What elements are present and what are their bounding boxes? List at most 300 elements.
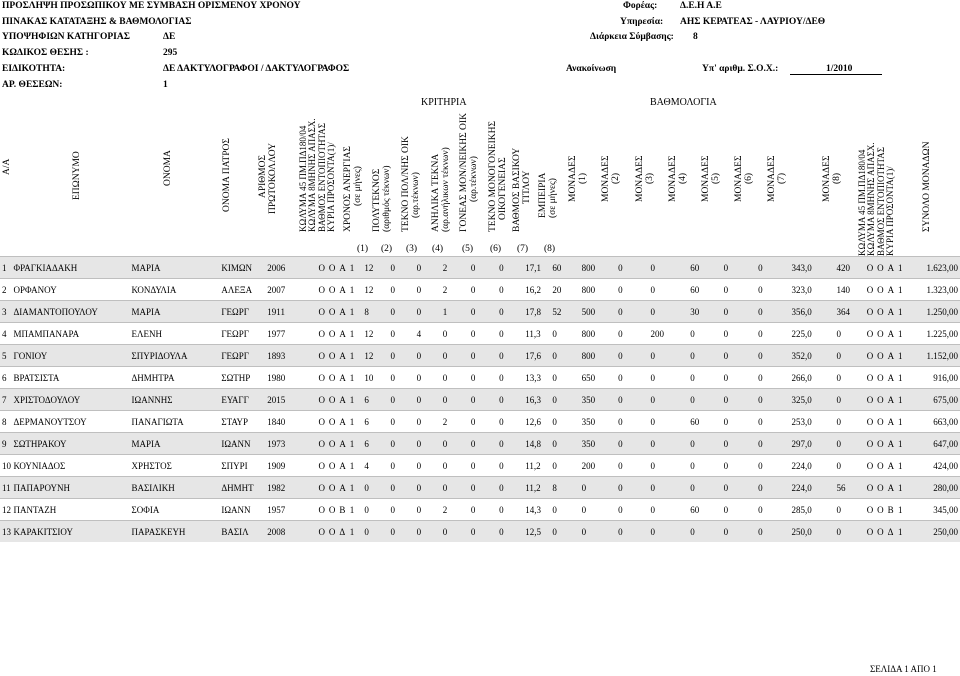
table-row xyxy=(0,345,960,367)
cell-units8: 0 xyxy=(834,367,864,389)
cell-qualification: 1 xyxy=(348,257,363,279)
cell-name: ΜΑΡΙΑ xyxy=(130,257,220,279)
criteria-title: ΚΡΙΤΗΡΙΑ xyxy=(421,97,467,108)
cell-units1: 500 xyxy=(580,301,617,323)
cell-aa: 8 xyxy=(0,411,11,433)
cell-units3: 0 xyxy=(649,433,689,455)
cell-units6: 0 xyxy=(756,257,789,279)
cell-locality-score: Α xyxy=(886,323,896,345)
cell-units6: 0 xyxy=(756,323,789,345)
cell-qualification-score: 1 xyxy=(896,477,910,499)
cell-crit5: 0 xyxy=(469,411,497,433)
cell-crit7: 11,2 xyxy=(523,455,550,477)
cell-units2: 0 xyxy=(616,455,648,477)
cell-qualification-score: 1 xyxy=(896,521,910,543)
cell-units1: 800 xyxy=(580,323,617,345)
cell-name: ΔΗΜΗΤΡΑ xyxy=(130,367,220,389)
cell-crit3: 0 xyxy=(415,411,441,433)
cell-father-name: ΚΙΜΩΝ xyxy=(219,257,265,279)
cell-kolyma-45: Ο xyxy=(316,389,326,411)
cell-kolyma-45: Ο xyxy=(316,411,326,433)
cell-units7: 285,0 xyxy=(790,499,835,521)
cell-units3: 0 xyxy=(649,301,689,323)
cell-protocol: 2006 xyxy=(265,257,316,279)
cell-crit7: 17,1 xyxy=(523,257,550,279)
announcement-label: Ανακοίνωση xyxy=(566,64,617,74)
cell-protocol: 1840 xyxy=(265,411,316,433)
cell-locality: Α xyxy=(337,455,347,477)
cell-crit5: 0 xyxy=(469,499,497,521)
cell-units6: 0 xyxy=(756,301,789,323)
cell-surname: ΜΠΑΜΠΑΝΑΡΑ xyxy=(11,323,129,345)
cell-units7: 356,0 xyxy=(790,301,835,323)
cell-total: 1.623,00 xyxy=(910,257,960,279)
cell-surname: ΚΟΥΝΙΑΔΟΣ xyxy=(11,455,129,477)
cell-units7: 325,0 xyxy=(790,389,835,411)
cell-units6: 0 xyxy=(756,521,789,543)
cell-name: ΠΑΝΑΓΙΩΤΑ xyxy=(130,411,220,433)
cell-locality-score: Α xyxy=(886,477,896,499)
cell-protocol: 2008 xyxy=(265,521,316,543)
cell-units5: 0 xyxy=(722,389,756,411)
cell-kolyma-8m: Ο xyxy=(327,389,337,411)
col-kolyma: ΚΩΛΥΜΑ 45 ΠΜ.ΠΔ180/04 ΚΩΛΥΜΑ 8ΜΗΝΗΣ ΑΠΑΣΧ. ΒΑΘΜΟΣ ΕΝΤΟΠΙΟΤΗΤΑΣ ΚΥΡΙΑ ΠΡΟΣΟΝΤΑ(1)/ xyxy=(298,118,336,232)
cell-units5: 0 xyxy=(722,411,756,433)
cell-crit7: 14,8 xyxy=(523,433,550,455)
col-crit3-child-large-family: ΤΕΚΝΟ ΠΟΛ/ΝΗΣ ΟΙΚ (αρ.τέκνων) xyxy=(401,136,421,232)
cell-units7: 297,0 xyxy=(790,433,835,455)
cell-units8: 140 xyxy=(834,279,864,301)
cell-father-name: ΙΩΑΝΝ xyxy=(219,433,265,455)
cell-kolyma-45: Ο xyxy=(316,301,326,323)
cell-kolyma-45-score: Ο xyxy=(865,521,875,543)
cell-father-name: ΑΛΕΞΑ xyxy=(219,279,265,301)
cell-units6: 0 xyxy=(756,411,789,433)
cell-name: ΕΛΕΝΗ xyxy=(130,323,220,345)
cell-name: ΣΟΦΙΑ xyxy=(130,499,220,521)
cell-crit5: 0 xyxy=(469,455,497,477)
cell-kolyma-8m: Ο xyxy=(327,345,337,367)
cell-kolyma-8m: Ο xyxy=(327,301,337,323)
cell-units5: 0 xyxy=(722,477,756,499)
cell-crit4: 0 xyxy=(441,345,469,367)
cell-units7: 250,0 xyxy=(790,521,835,543)
cell-locality-score: Α xyxy=(886,367,896,389)
cell-crit7: 17,6 xyxy=(523,345,550,367)
cell-units4: 60 xyxy=(688,257,721,279)
cell-total: 345,00 xyxy=(910,499,960,521)
cell-crit3: 4 xyxy=(415,323,441,345)
cell-protocol: 1957 xyxy=(265,499,316,521)
cell-total: 663,00 xyxy=(910,411,960,433)
cell-kolyma-45-score: Ο xyxy=(865,301,875,323)
cell-units2: 0 xyxy=(616,411,648,433)
cell-protocol: 1893 xyxy=(265,345,316,367)
cell-kolyma-8m: Ο xyxy=(327,279,337,301)
col-units-5: ΜΟΝΑΔΕΣ (5) xyxy=(701,155,721,202)
cell-name: ΜΑΡΙΑ xyxy=(130,433,220,455)
cell-qualification-score: 1 xyxy=(896,499,910,521)
cell-crit8: 0 xyxy=(550,367,579,389)
crit-num-2: (2) xyxy=(381,244,393,254)
cell-units4: 60 xyxy=(688,279,721,301)
cell-crit2: 0 xyxy=(389,455,415,477)
cell-locality-score: Α xyxy=(886,455,896,477)
cell-qualification-score: 1 xyxy=(896,411,910,433)
cell-father-name: ΓΕΩΡΓ xyxy=(219,323,265,345)
cell-crit2: 0 xyxy=(389,521,415,543)
table-row xyxy=(0,455,960,477)
table-row xyxy=(0,301,960,323)
cell-aa: 7 xyxy=(0,389,11,411)
cell-crit2: 0 xyxy=(389,367,415,389)
cell-crit5: 0 xyxy=(469,345,497,367)
cell-units8: 0 xyxy=(834,411,864,433)
cell-units5: 0 xyxy=(722,345,756,367)
col-units-2: ΜΟΝΑΔΕΣ (2) xyxy=(601,155,621,202)
ypiresia-label: Υπηρεσία: xyxy=(620,17,664,27)
cell-crit3: 0 xyxy=(415,257,441,279)
cell-crit4: 2 xyxy=(441,411,469,433)
cell-total: 250,00 xyxy=(910,521,960,543)
cell-locality: Α xyxy=(337,301,347,323)
cell-units3: 0 xyxy=(649,389,689,411)
cell-kolyma-45: Ο xyxy=(316,367,326,389)
cell-crit5: 0 xyxy=(469,477,497,499)
crit-num-6: (6) xyxy=(490,244,502,254)
cell-qualification: 1 xyxy=(348,521,363,543)
cell-locality-score: Δ xyxy=(886,521,896,543)
crit-num-1: (1) xyxy=(357,244,369,254)
cell-units4: 60 xyxy=(688,411,721,433)
cell-crit7: 11,3 xyxy=(523,323,550,345)
cell-locality: Α xyxy=(337,257,347,279)
cell-crit2: 0 xyxy=(389,345,415,367)
cell-kolyma-8m-score: Ο xyxy=(875,257,885,279)
cell-surname: ΧΡΙΣΤΟΔΟΥΛΟΥ xyxy=(11,389,129,411)
cell-crit4: 0 xyxy=(441,455,469,477)
col-crit6-child-single-parent: ΤΕΚΝΟ ΜΟΝΟΓΟΝΕΙΚΗΣ ΟΙΚΟΓΕΝΕΙΑΣ xyxy=(488,120,508,232)
col-crit5-single-parent: ΓΟΝΕΑΣ ΜΟΝ/ΝΕΙΚΗΣ ΟΙΚ (αρ.τέκνων) xyxy=(459,113,479,232)
cell-crit2: 0 xyxy=(389,433,415,455)
cell-units5: 0 xyxy=(722,367,756,389)
cell-units8: 56 xyxy=(834,477,864,499)
cell-crit3: 0 xyxy=(415,345,441,367)
cell-crit2: 0 xyxy=(389,323,415,345)
col-father-name: ΟΝΟΜΑ ΠΑΤΡΟΣ xyxy=(222,138,232,212)
cell-kolyma-45: Ο xyxy=(316,477,326,499)
position-code-value: 295 xyxy=(163,48,178,58)
cell-kolyma-8m-score: Ο xyxy=(875,323,885,345)
cell-crit6: 0 xyxy=(497,433,523,455)
col-aa: Α/Α xyxy=(2,158,12,175)
foreas-label: Φορέας: xyxy=(623,1,658,11)
table-body xyxy=(0,257,960,543)
cell-name: ΣΠΥΡΙΔΟΥΛΑ xyxy=(130,345,220,367)
cell-units8: 0 xyxy=(834,323,864,345)
cell-kolyma-8m: Ο xyxy=(327,433,337,455)
cell-kolyma-8m: Ο xyxy=(327,455,337,477)
cell-locality-score: Α xyxy=(886,433,896,455)
cell-units5: 0 xyxy=(722,323,756,345)
cell-units3: 0 xyxy=(649,279,689,301)
col-crit4-minor-children: ΑΝΗΛΙΚΑ ΤΕΚΝΑ (αρ.ανήλικων τέκνων) xyxy=(431,147,451,232)
cell-father-name: ΣΤΑΥΡ xyxy=(219,411,265,433)
cell-units4: 60 xyxy=(688,499,721,521)
page-footer: ΣΕΛΙΔΑ 1 ΑΠΟ 1 xyxy=(870,664,937,674)
cell-surname: ΓΟΝΙΟΥ xyxy=(11,345,129,367)
cell-crit1: 10 xyxy=(362,367,388,389)
cell-units3: 0 xyxy=(649,411,689,433)
category-label: ΥΠΟΨΗΦΙΩΝ ΚΑΤΗΓΟΡΙΑΣ xyxy=(2,32,130,42)
cell-total: 1.323,00 xyxy=(910,279,960,301)
cell-kolyma-45: Ο xyxy=(316,257,326,279)
cell-name: ΧΡΗΣΤΟΣ xyxy=(130,455,220,477)
cell-crit2: 0 xyxy=(389,301,415,323)
cell-crit7: 12,5 xyxy=(523,521,550,543)
cell-crit8: 52 xyxy=(550,301,579,323)
cell-kolyma-45-score: Ο xyxy=(865,477,875,499)
cell-aa: 9 xyxy=(0,433,11,455)
cell-locality-score: Α xyxy=(886,389,896,411)
cell-protocol: 1911 xyxy=(265,301,316,323)
cell-total: 916,00 xyxy=(910,367,960,389)
cell-crit3: 0 xyxy=(415,279,441,301)
cell-locality: Α xyxy=(337,279,347,301)
cell-units1: 650 xyxy=(580,367,617,389)
cell-kolyma-45-score: Ο xyxy=(865,279,875,301)
cell-units2: 0 xyxy=(616,477,648,499)
cell-kolyma-45-score: Ο xyxy=(865,367,875,389)
cell-kolyma-8m: Ο xyxy=(327,521,337,543)
cell-crit4: 1 xyxy=(441,301,469,323)
cell-units1: 0 xyxy=(580,499,617,521)
cell-units7: 225,0 xyxy=(790,323,835,345)
cell-units6: 0 xyxy=(756,477,789,499)
cell-total: 1.152,00 xyxy=(910,345,960,367)
cell-crit1: 4 xyxy=(362,455,388,477)
cell-protocol: 1977 xyxy=(265,323,316,345)
cell-units1: 350 xyxy=(580,433,617,455)
cell-units8: 0 xyxy=(834,345,864,367)
cell-crit1: 0 xyxy=(362,521,388,543)
cell-kolyma-8m: Ο xyxy=(327,323,337,345)
duration-label: Διάρκεια Σύμβασης: xyxy=(590,32,674,42)
cell-kolyma-8m-score: Ο xyxy=(875,389,885,411)
scores-title: ΒΑΘΜΟΛΟΓΙΑ xyxy=(650,97,717,108)
cell-units5: 0 xyxy=(722,279,756,301)
table-row xyxy=(0,367,960,389)
table-row xyxy=(0,411,960,433)
cell-crit1: 0 xyxy=(362,499,388,521)
cell-units5: 0 xyxy=(722,521,756,543)
cell-crit4: 2 xyxy=(441,257,469,279)
cell-kolyma-8m: Ο xyxy=(327,499,337,521)
cell-crit7: 11,2 xyxy=(523,477,550,499)
doc-subtitle: ΠΙΝΑΚΑΣ ΚΑΤΑΤΑΞΗΣ & ΒΑΘΜΟΛΟΓΙΑΣ xyxy=(2,17,192,27)
crit-num-3: (3) xyxy=(406,244,418,254)
foreas-value: Δ.Ε.Η Α.Ε xyxy=(680,1,722,11)
cell-aa: 5 xyxy=(0,345,11,367)
cell-kolyma-45: Ο xyxy=(316,279,326,301)
cell-units2: 0 xyxy=(616,345,648,367)
cell-locality-score: Β xyxy=(886,499,896,521)
cell-father-name: ΕΥΑΓΓ xyxy=(219,389,265,411)
cell-locality-score: Α xyxy=(886,301,896,323)
cell-units4: 0 xyxy=(688,521,721,543)
cell-crit1: 12 xyxy=(362,257,388,279)
cell-kolyma-8m-score: Ο xyxy=(875,279,885,301)
cell-units5: 0 xyxy=(722,257,756,279)
cell-units6: 0 xyxy=(756,279,789,301)
cell-crit2: 0 xyxy=(389,477,415,499)
cell-kolyma-45-score: Ο xyxy=(865,389,875,411)
cell-units1: 200 xyxy=(580,455,617,477)
cell-units2: 0 xyxy=(616,257,648,279)
cell-crit2: 0 xyxy=(389,411,415,433)
cell-surname: ΠΑΝΤΑΖΗ xyxy=(11,499,129,521)
cell-kolyma-8m: Ο xyxy=(327,411,337,433)
cell-kolyma-8m-score: Ο xyxy=(875,345,885,367)
cell-units6: 0 xyxy=(756,433,789,455)
cell-units8: 420 xyxy=(834,257,864,279)
cell-kolyma-45-score: Ο xyxy=(865,411,875,433)
cell-crit8: 8 xyxy=(550,477,579,499)
cell-aa: 2 xyxy=(0,279,11,301)
cell-units8: 0 xyxy=(834,389,864,411)
cell-surname: ΣΩΤΗΡΑΚΟΥ xyxy=(11,433,129,455)
cell-total: 280,00 xyxy=(910,477,960,499)
cell-crit8: 0 xyxy=(550,411,579,433)
cell-units3: 0 xyxy=(649,345,689,367)
crit-num-5: (5) xyxy=(462,244,474,254)
cell-name: ΠΑΡΑΣΚΕΥΗ xyxy=(130,521,220,543)
cell-units2: 0 xyxy=(616,389,648,411)
table-row xyxy=(0,279,960,301)
soh-underline xyxy=(790,74,882,75)
cell-crit4: 0 xyxy=(441,521,469,543)
cell-crit4: 0 xyxy=(441,389,469,411)
cell-protocol: 1982 xyxy=(265,477,316,499)
cell-crit1: 6 xyxy=(362,389,388,411)
cell-qualification: 1 xyxy=(348,477,363,499)
cell-units7: 253,0 xyxy=(790,411,835,433)
cell-crit8: 0 xyxy=(550,345,579,367)
cell-qualification: 1 xyxy=(348,345,363,367)
cell-crit7: 17,8 xyxy=(523,301,550,323)
cell-crit7: 12,6 xyxy=(523,411,550,433)
cell-crit3: 0 xyxy=(415,521,441,543)
cell-kolyma-8m: Ο xyxy=(327,367,337,389)
cell-crit7: 16,2 xyxy=(523,279,550,301)
col-total-units: ΣΥΝΟΛΟ ΜΟΝΑΔΩΝ xyxy=(922,141,932,232)
cell-units6: 0 xyxy=(756,367,789,389)
cell-crit4: 2 xyxy=(441,499,469,521)
cell-crit6: 0 xyxy=(497,455,523,477)
doc-title: ΠΡΟΣΛΗΨΗ ΠΡΟΣΩΠΙΚΟΥ ΜΕ ΣΥΜΒΑΣΗ ΟΡΙΣΜΕΝΟΥ ΧΡΟΝΟΥ xyxy=(2,1,301,11)
cell-crit5: 0 xyxy=(469,389,497,411)
cell-locality: Α xyxy=(337,411,347,433)
cell-units3: 0 xyxy=(649,499,689,521)
cell-units7: 323,0 xyxy=(790,279,835,301)
table-row xyxy=(0,257,960,279)
cell-surname: ΔΙΑΜΑΝΤΟΠΟΥΛΟΥ xyxy=(11,301,129,323)
cell-crit4: 0 xyxy=(441,367,469,389)
cell-father-name: ΓΕΩΡΓ xyxy=(219,345,265,367)
cell-kolyma-45: Ο xyxy=(316,433,326,455)
cell-units4: 0 xyxy=(688,433,721,455)
position-code-label: ΚΩΔΙΚΟΣ ΘΕΣΗΣ : xyxy=(2,48,89,58)
col-units-3: ΜΟΝΑΔΕΣ (3) xyxy=(635,155,655,202)
cell-aa: 10 xyxy=(0,455,11,477)
cell-surname: ΟΡΦΑΝΟΥ xyxy=(11,279,129,301)
cell-crit8: 20 xyxy=(550,279,579,301)
cell-units1: 800 xyxy=(580,345,617,367)
table-row xyxy=(0,521,960,543)
cell-kolyma-8m-score: Ο xyxy=(875,433,885,455)
cell-crit4: 0 xyxy=(441,323,469,345)
col-units-4: ΜΟΝΑΔΕΣ (4) xyxy=(668,155,688,202)
cell-units7: 343,0 xyxy=(790,257,835,279)
cell-units2: 0 xyxy=(616,301,648,323)
col-units-6: ΜΟΝΑΔΕΣ (6) xyxy=(734,155,754,202)
col-units-1: ΜΟΝΑΔΕΣ (1) xyxy=(568,155,588,202)
cell-crit3: 0 xyxy=(415,367,441,389)
cell-kolyma-8m: Ο xyxy=(327,477,337,499)
cell-units8: 0 xyxy=(834,499,864,521)
cell-units1: 350 xyxy=(580,389,617,411)
cell-crit1: 12 xyxy=(362,323,388,345)
cell-locality: Α xyxy=(337,477,347,499)
cell-aa: 13 xyxy=(0,521,11,543)
cell-kolyma-8m-score: Ο xyxy=(875,367,885,389)
cell-crit6: 0 xyxy=(497,279,523,301)
cell-units2: 0 xyxy=(616,433,648,455)
cell-qualification-score: 1 xyxy=(896,433,910,455)
soh-value: 1/2010 xyxy=(826,64,853,74)
cell-units3: 0 xyxy=(649,477,689,499)
cell-total: 675,00 xyxy=(910,389,960,411)
crit-num-8: (8) xyxy=(544,244,556,254)
cell-surname: ΠΑΠΑΡΟΥΝΗ xyxy=(11,477,129,499)
cell-units2: 0 xyxy=(616,367,648,389)
cell-qualification-score: 1 xyxy=(896,257,910,279)
cell-crit5: 0 xyxy=(469,279,497,301)
table-row xyxy=(0,323,960,345)
cell-crit3: 0 xyxy=(415,433,441,455)
cell-crit1: 6 xyxy=(362,411,388,433)
cell-units6: 0 xyxy=(756,455,789,477)
cell-units4: 0 xyxy=(688,389,721,411)
cell-crit5: 0 xyxy=(469,323,497,345)
cell-units4: 0 xyxy=(688,455,721,477)
cell-crit4: 2 xyxy=(441,279,469,301)
cell-units8: 0 xyxy=(834,433,864,455)
cell-kolyma-8m-score: Ο xyxy=(875,477,885,499)
cell-kolyma-8m-score: Ο xyxy=(875,411,885,433)
cell-crit2: 0 xyxy=(389,279,415,301)
crit-num-7: (7) xyxy=(517,244,529,254)
cell-kolyma-45: Ο xyxy=(316,455,326,477)
cell-kolyma-8m-score: Ο xyxy=(875,499,885,521)
cell-units5: 0 xyxy=(722,499,756,521)
cell-qualification-score: 1 xyxy=(896,323,910,345)
cell-crit8: 60 xyxy=(550,257,579,279)
cell-crit7: 16,3 xyxy=(523,389,550,411)
cell-crit6: 0 xyxy=(497,521,523,543)
cell-units1: 800 xyxy=(580,257,617,279)
cell-name: ΒΑΣΙΛΙΚΗ xyxy=(130,477,220,499)
